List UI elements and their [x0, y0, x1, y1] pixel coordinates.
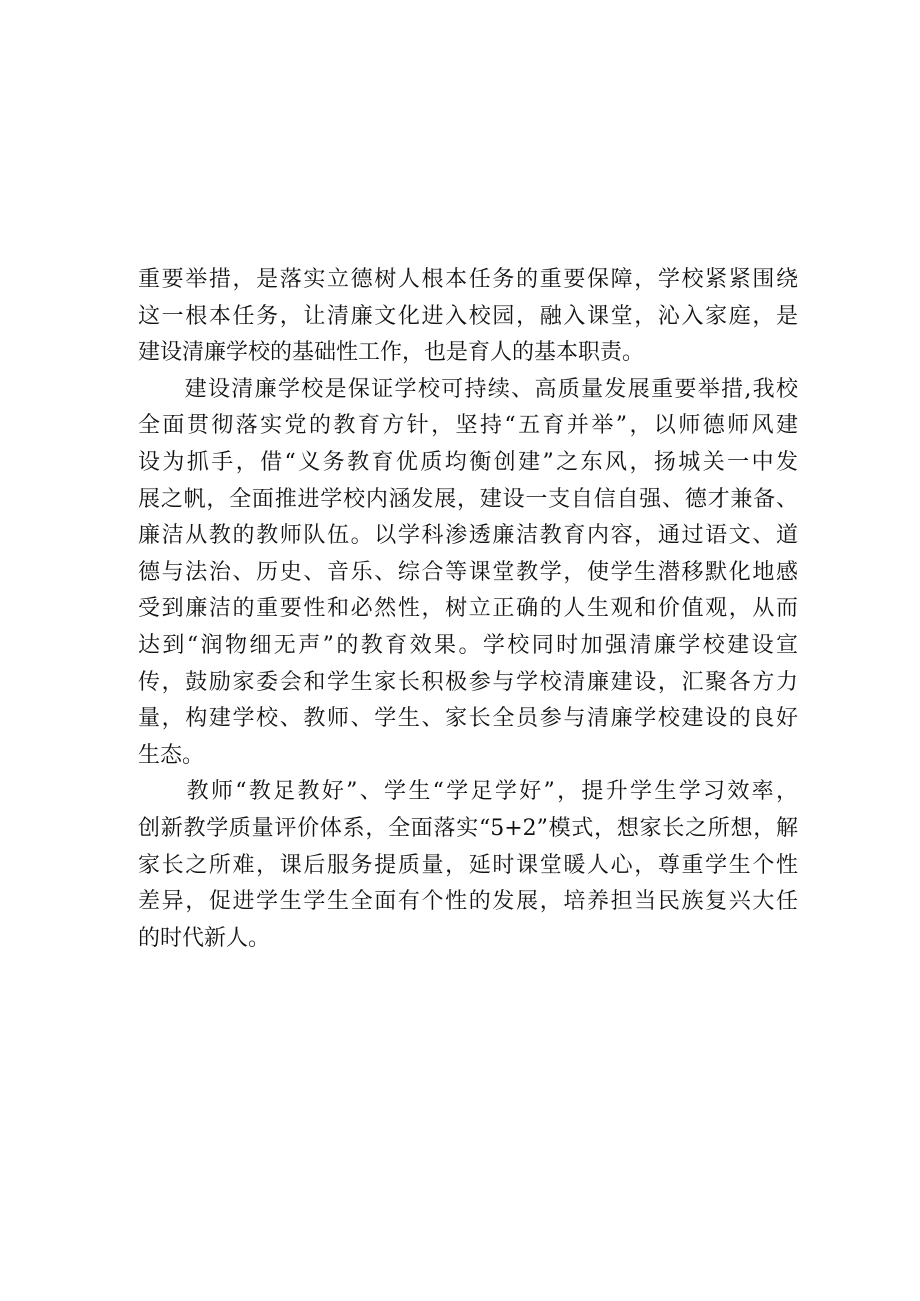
text-line: 全面贯彻落实党的教育方针，坚持“五育并举”，以师德师风建: [138, 413, 798, 439]
text-line: 的时代新人。: [138, 925, 271, 951]
text-line: 家长之所难，课后服务提质量，延时课堂暖人心，尊重学生个性: [138, 852, 798, 878]
paragraph-2: [138, 372, 798, 775]
paragraph-1: [138, 262, 798, 372]
text-line: 廉洁从教的教师队伍。以学科渗透廉洁教育内容，通过语文、道: [138, 523, 798, 549]
text-line: 量，构建学校、教师、学生、家长全员参与清廉学校建设的良好: [138, 706, 798, 732]
text-line: 建设清廉学校的基础性工作，也是育人的基本职责。: [138, 340, 645, 366]
text-line: 重要举措，是落实立德树人根本任务的重要保障，学校紧紧围绕: [138, 267, 798, 292]
text-line: 传，鼓励家委会和学生家长积极参与学校清廉建设，汇聚各方力: [138, 669, 798, 695]
text-line: 教师“教足教好”、学生“学足学好”，提升学生学习效率，: [138, 779, 798, 805]
text-line: 展之帆，全面推进学校内涵发展，建设一支自信自强、德才兼备、: [138, 486, 798, 512]
text-line: 达到“润物细无声”的教育效果。学校同时加强清廉学校建设宣: [138, 632, 798, 658]
text-line: 这一根本任务，让清廉文化进入校园，融入课堂，沁入家庭，是: [138, 303, 798, 329]
body-text: [138, 262, 798, 957]
text-line: 差异，促进学生学生全面有个性的发展，培养担当民族复兴大任: [138, 889, 798, 915]
text-line: 受到廉洁的重要性和必然性，树立正确的人生观和价值观，从而: [138, 596, 798, 622]
text-line: 设为抓手，借“义务教育优质均衡创建”之东风，扬城关一中发: [138, 449, 798, 475]
text-line: 生态。: [138, 742, 205, 768]
text-line: 建设清廉学校是保证学校可持续、高质量发展重要举措,我校: [138, 376, 798, 402]
paragraph-3: [138, 774, 798, 957]
text-line: 创新教学质量评价体系，全面落实“5+2”模式，想家长之所想，解: [138, 815, 798, 841]
text-line: 德与法治、历史、音乐、综合等课堂教学，使学生潜移默化地感: [138, 559, 798, 585]
